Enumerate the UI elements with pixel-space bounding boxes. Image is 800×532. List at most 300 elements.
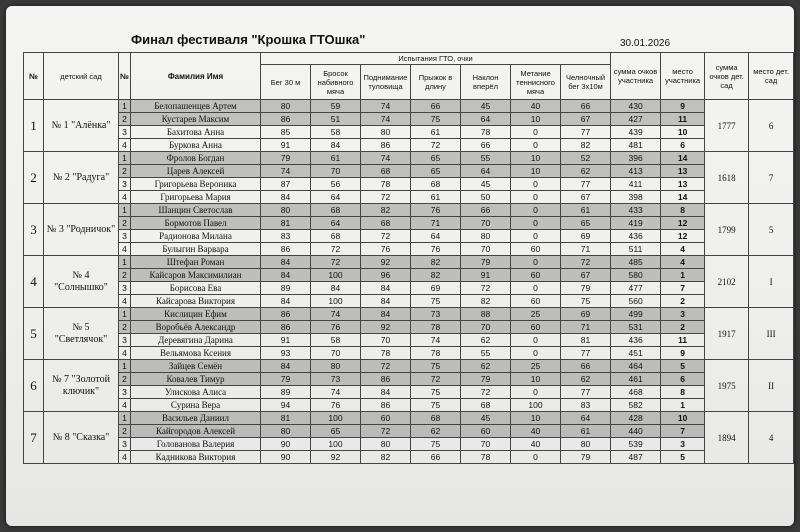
score-cell: 77 bbox=[561, 347, 611, 360]
participant-place: 13 bbox=[661, 178, 705, 191]
score-cell: 72 bbox=[361, 360, 411, 373]
header-test-3: Поднимание туловища bbox=[361, 65, 411, 100]
score-cell: 73 bbox=[311, 373, 361, 386]
score-cell: 82 bbox=[361, 204, 411, 217]
score-cell: 61 bbox=[311, 152, 361, 165]
score-cell: 100 bbox=[311, 269, 361, 282]
score-cell: 81 bbox=[561, 334, 611, 347]
table-row bbox=[24, 308, 794, 321]
score-cell: 64 bbox=[461, 113, 511, 126]
participant-number: 4 bbox=[119, 347, 131, 360]
score-cell: 62 bbox=[561, 165, 611, 178]
score-cell: 70 bbox=[461, 243, 511, 256]
score-cell: 88 bbox=[461, 308, 511, 321]
team-sum: 1799 bbox=[705, 204, 749, 256]
score-cell: 67 bbox=[561, 191, 611, 204]
group-number: 5 bbox=[24, 308, 44, 360]
participant-number: 1 bbox=[119, 308, 131, 321]
score-cell: 40 bbox=[511, 425, 561, 438]
score-cell: 84 bbox=[261, 256, 311, 269]
score-cell: 100 bbox=[311, 438, 361, 451]
kindergarten-name: № 5 "Светлячок" bbox=[44, 308, 119, 360]
participant-sum: 539 bbox=[611, 438, 661, 451]
participant-name: Штефан Роман bbox=[131, 256, 261, 269]
score-cell: 0 bbox=[511, 178, 561, 191]
score-cell: 84 bbox=[311, 282, 361, 295]
participant-name: Васильев Даниил bbox=[131, 412, 261, 425]
score-cell: 0 bbox=[511, 282, 561, 295]
score-cell: 72 bbox=[411, 139, 461, 152]
participant-name: Вельямова Ксения bbox=[131, 347, 261, 360]
participant-sum: 560 bbox=[611, 295, 661, 308]
participant-name: Кайсаров Максимилиан bbox=[131, 269, 261, 282]
score-cell: 66 bbox=[461, 139, 511, 152]
score-cell: 68 bbox=[311, 204, 361, 217]
participant-sum: 461 bbox=[611, 373, 661, 386]
score-cell: 45 bbox=[461, 100, 511, 113]
table-row bbox=[24, 256, 794, 269]
participant-place: 11 bbox=[661, 334, 705, 347]
table-row bbox=[24, 347, 794, 360]
score-cell: 90 bbox=[261, 451, 311, 464]
score-cell: 55 bbox=[461, 152, 511, 165]
score-cell: 86 bbox=[261, 113, 311, 126]
participant-number: 3 bbox=[119, 282, 131, 295]
table-row bbox=[24, 178, 794, 191]
kindergarten-name: № 2 "Радуга" bbox=[44, 152, 119, 204]
participant-name: Деревягина Дарина bbox=[131, 334, 261, 347]
group-number: 2 bbox=[24, 152, 44, 204]
score-cell: 86 bbox=[361, 373, 411, 386]
participant-sum: 411 bbox=[611, 178, 661, 191]
score-cell: 70 bbox=[461, 217, 511, 230]
participant-number: 2 bbox=[119, 321, 131, 334]
header-name: Фамилия Имя bbox=[131, 53, 261, 100]
group-number: 3 bbox=[24, 204, 44, 256]
participant-name: Буркова Анна bbox=[131, 139, 261, 152]
score-cell: 60 bbox=[361, 412, 411, 425]
score-cell: 76 bbox=[361, 243, 411, 256]
score-cell: 62 bbox=[461, 334, 511, 347]
participant-place: 4 bbox=[661, 256, 705, 269]
table-row bbox=[24, 386, 794, 399]
participant-sum: 439 bbox=[611, 126, 661, 139]
participant-number: 1 bbox=[119, 412, 131, 425]
score-cell: 79 bbox=[461, 256, 511, 269]
score-cell: 68 bbox=[411, 412, 461, 425]
score-cell: 92 bbox=[361, 321, 411, 334]
score-cell: 79 bbox=[561, 282, 611, 295]
participant-name: Шанцин Светослав bbox=[131, 204, 261, 217]
participant-sum: 440 bbox=[611, 425, 661, 438]
participant-place: 5 bbox=[661, 360, 705, 373]
table-row bbox=[24, 295, 794, 308]
score-cell: 0 bbox=[511, 204, 561, 217]
score-cell: 81 bbox=[261, 412, 311, 425]
score-cell: 75 bbox=[411, 438, 461, 451]
participant-name: Борисова Ева bbox=[131, 282, 261, 295]
score-cell: 79 bbox=[261, 373, 311, 386]
group-number: 6 bbox=[24, 360, 44, 412]
header-tests-title: Испытания ГТО, очки bbox=[261, 53, 611, 65]
participant-sum: 485 bbox=[611, 256, 661, 269]
page-title: Финал фестиваля "Крошка ГТОшка" bbox=[131, 32, 366, 47]
score-cell: 65 bbox=[411, 152, 461, 165]
score-cell: 75 bbox=[411, 113, 461, 126]
participant-place: 12 bbox=[661, 230, 705, 243]
team-place: II bbox=[749, 360, 794, 412]
group-number: 4 bbox=[24, 256, 44, 308]
participant-name: Зайцев Семён bbox=[131, 360, 261, 373]
score-cell: 64 bbox=[311, 191, 361, 204]
table-row bbox=[24, 139, 794, 152]
score-cell: 84 bbox=[361, 386, 411, 399]
participant-number: 4 bbox=[119, 451, 131, 464]
participant-name: Кайгородов Алексей bbox=[131, 425, 261, 438]
participant-number: 2 bbox=[119, 269, 131, 282]
participant-sum: 419 bbox=[611, 217, 661, 230]
score-cell: 65 bbox=[561, 217, 611, 230]
score-cell: 93 bbox=[261, 347, 311, 360]
header-test-1: Бег 30 м bbox=[261, 65, 311, 100]
score-cell: 80 bbox=[261, 204, 311, 217]
kindergarten-name: № 8 "Сказка" bbox=[44, 412, 119, 464]
participant-place: 13 bbox=[661, 165, 705, 178]
participant-place: 6 bbox=[661, 139, 705, 152]
participant-sum: 396 bbox=[611, 152, 661, 165]
participant-place: 14 bbox=[661, 152, 705, 165]
score-cell: 60 bbox=[461, 425, 511, 438]
team-sum: 2102 bbox=[705, 256, 749, 308]
score-cell: 73 bbox=[411, 308, 461, 321]
score-cell: 84 bbox=[261, 269, 311, 282]
score-cell: 0 bbox=[511, 230, 561, 243]
table-row bbox=[24, 204, 794, 217]
score-cell: 90 bbox=[261, 438, 311, 451]
score-cell: 78 bbox=[461, 451, 511, 464]
score-cell: 96 bbox=[361, 269, 411, 282]
team-place: 4 bbox=[749, 412, 794, 464]
score-cell: 59 bbox=[311, 100, 361, 113]
participant-name: Кислицин Ефим bbox=[131, 308, 261, 321]
score-cell: 66 bbox=[561, 100, 611, 113]
participant-number: 4 bbox=[119, 191, 131, 204]
score-cell: 40 bbox=[511, 100, 561, 113]
table-row bbox=[24, 360, 794, 373]
score-cell: 65 bbox=[411, 165, 461, 178]
participant-name: Улискова Алиса bbox=[131, 386, 261, 399]
participant-number: 4 bbox=[119, 139, 131, 152]
score-cell: 84 bbox=[261, 191, 311, 204]
score-cell: 72 bbox=[311, 243, 361, 256]
score-cell: 72 bbox=[361, 425, 411, 438]
score-cell: 68 bbox=[361, 165, 411, 178]
score-cell: 72 bbox=[361, 230, 411, 243]
score-cell: 69 bbox=[561, 308, 611, 321]
participant-number: 2 bbox=[119, 373, 131, 386]
table-row bbox=[24, 269, 794, 282]
participant-sum: 468 bbox=[611, 386, 661, 399]
score-cell: 92 bbox=[311, 451, 361, 464]
score-cell: 0 bbox=[511, 126, 561, 139]
score-cell: 78 bbox=[411, 321, 461, 334]
participant-place: 9 bbox=[661, 100, 705, 113]
results-table bbox=[23, 52, 794, 464]
participant-name: Григорьева Вероника bbox=[131, 178, 261, 191]
participant-number: 3 bbox=[119, 386, 131, 399]
participant-name: Кустарев Максим bbox=[131, 113, 261, 126]
score-cell: 69 bbox=[411, 282, 461, 295]
participant-sum: 531 bbox=[611, 321, 661, 334]
participant-sum: 499 bbox=[611, 308, 661, 321]
score-cell: 69 bbox=[561, 230, 611, 243]
header-team-sum: сумма очков дет. сад bbox=[705, 53, 749, 100]
score-cell: 74 bbox=[361, 100, 411, 113]
score-cell: 89 bbox=[261, 282, 311, 295]
score-cell: 78 bbox=[461, 126, 511, 139]
table-row bbox=[24, 373, 794, 386]
participant-name: Кадникова Виктория bbox=[131, 451, 261, 464]
participant-sum: 433 bbox=[611, 204, 661, 217]
kindergarten-name: № 1 "Алёнка" bbox=[44, 100, 119, 152]
score-cell: 66 bbox=[461, 204, 511, 217]
participant-number: 2 bbox=[119, 217, 131, 230]
score-cell: 100 bbox=[511, 399, 561, 412]
score-cell: 66 bbox=[561, 360, 611, 373]
participant-place: 1 bbox=[661, 269, 705, 282]
header-test-2: Бросок набивного мяча bbox=[311, 65, 361, 100]
score-cell: 82 bbox=[561, 139, 611, 152]
table-row bbox=[24, 438, 794, 451]
team-place: III bbox=[749, 308, 794, 360]
score-cell: 62 bbox=[561, 373, 611, 386]
score-cell: 60 bbox=[511, 321, 561, 334]
score-cell: 86 bbox=[361, 399, 411, 412]
score-cell: 86 bbox=[261, 243, 311, 256]
score-cell: 62 bbox=[461, 360, 511, 373]
participant-sum: 427 bbox=[611, 113, 661, 126]
score-cell: 74 bbox=[361, 152, 411, 165]
participant-sum: 436 bbox=[611, 334, 661, 347]
score-cell: 58 bbox=[311, 126, 361, 139]
score-cell: 60 bbox=[511, 269, 561, 282]
participant-sum: 477 bbox=[611, 282, 661, 295]
participant-place: 9 bbox=[661, 347, 705, 360]
participant-number: 2 bbox=[119, 425, 131, 438]
score-cell: 75 bbox=[411, 360, 461, 373]
participant-number: 2 bbox=[119, 113, 131, 126]
participant-place: 14 bbox=[661, 191, 705, 204]
kindergarten-name: № 4 "Солнышко" bbox=[44, 256, 119, 308]
table-row bbox=[24, 243, 794, 256]
participant-place: 6 bbox=[661, 373, 705, 386]
participant-sum: 481 bbox=[611, 139, 661, 152]
score-cell: 71 bbox=[561, 321, 611, 334]
score-cell: 92 bbox=[361, 256, 411, 269]
score-cell: 74 bbox=[411, 334, 461, 347]
score-cell: 78 bbox=[361, 178, 411, 191]
score-cell: 84 bbox=[361, 282, 411, 295]
header-inner-no: № bbox=[119, 53, 131, 100]
score-cell: 84 bbox=[361, 308, 411, 321]
score-cell: 79 bbox=[261, 152, 311, 165]
score-cell: 70 bbox=[311, 347, 361, 360]
score-cell: 80 bbox=[361, 126, 411, 139]
score-cell: 0 bbox=[511, 347, 561, 360]
score-cell: 80 bbox=[261, 100, 311, 113]
score-cell: 86 bbox=[361, 139, 411, 152]
table-row bbox=[24, 191, 794, 204]
participant-number: 3 bbox=[119, 178, 131, 191]
score-cell: 84 bbox=[261, 295, 311, 308]
score-cell: 74 bbox=[311, 308, 361, 321]
score-cell: 64 bbox=[461, 165, 511, 178]
score-cell: 71 bbox=[411, 217, 461, 230]
participant-number: 4 bbox=[119, 295, 131, 308]
score-cell: 10 bbox=[511, 165, 561, 178]
score-cell: 100 bbox=[311, 295, 361, 308]
table-row bbox=[24, 282, 794, 295]
participant-sum: 511 bbox=[611, 243, 661, 256]
participant-place: 3 bbox=[661, 438, 705, 451]
score-cell: 55 bbox=[461, 347, 511, 360]
score-cell: 79 bbox=[561, 451, 611, 464]
header-team-place: место дет. сад bbox=[749, 53, 794, 100]
participant-name: Сурина Вера bbox=[131, 399, 261, 412]
participant-name: Григорьева Мария bbox=[131, 191, 261, 204]
score-cell: 80 bbox=[561, 438, 611, 451]
participant-sum: 487 bbox=[611, 451, 661, 464]
group-number: 7 bbox=[24, 412, 44, 464]
participant-place: 8 bbox=[661, 386, 705, 399]
score-cell: 80 bbox=[311, 360, 361, 373]
score-cell: 0 bbox=[511, 256, 561, 269]
score-cell: 60 bbox=[511, 243, 561, 256]
participant-number: 3 bbox=[119, 230, 131, 243]
table-row bbox=[24, 334, 794, 347]
score-cell: 70 bbox=[461, 438, 511, 451]
score-cell: 80 bbox=[361, 438, 411, 451]
participant-sum: 398 bbox=[611, 191, 661, 204]
score-cell: 86 bbox=[261, 308, 311, 321]
header-test-7: Челночный бег 3х10м bbox=[561, 65, 611, 100]
score-cell: 72 bbox=[411, 373, 461, 386]
group-number: 1 bbox=[24, 100, 44, 152]
participant-number: 1 bbox=[119, 100, 131, 113]
score-cell: 64 bbox=[561, 412, 611, 425]
score-cell: 0 bbox=[511, 217, 561, 230]
table-row bbox=[24, 230, 794, 243]
score-cell: 60 bbox=[511, 295, 561, 308]
participant-number: 3 bbox=[119, 126, 131, 139]
participant-place: 3 bbox=[661, 308, 705, 321]
participant-number: 1 bbox=[119, 360, 131, 373]
score-cell: 100 bbox=[311, 412, 361, 425]
score-cell: 82 bbox=[411, 269, 461, 282]
score-cell: 25 bbox=[511, 360, 561, 373]
score-cell: 86 bbox=[261, 321, 311, 334]
score-cell: 66 bbox=[411, 451, 461, 464]
score-cell: 68 bbox=[311, 230, 361, 243]
score-cell: 45 bbox=[461, 412, 511, 425]
score-cell: 76 bbox=[311, 399, 361, 412]
participant-place: 11 bbox=[661, 113, 705, 126]
participant-sum: 451 bbox=[611, 347, 661, 360]
score-cell: 10 bbox=[511, 373, 561, 386]
team-place: 5 bbox=[749, 204, 794, 256]
table-row bbox=[24, 412, 794, 425]
score-cell: 74 bbox=[361, 113, 411, 126]
score-cell: 70 bbox=[311, 165, 361, 178]
team-sum: 1975 bbox=[705, 360, 749, 412]
score-cell: 56 bbox=[311, 178, 361, 191]
score-cell: 74 bbox=[311, 386, 361, 399]
participant-number: 4 bbox=[119, 243, 131, 256]
score-cell: 76 bbox=[411, 243, 461, 256]
team-place: 7 bbox=[749, 152, 794, 204]
score-cell: 76 bbox=[311, 321, 361, 334]
team-place: I bbox=[749, 256, 794, 308]
score-cell: 10 bbox=[511, 113, 561, 126]
participant-place: 1 bbox=[661, 399, 705, 412]
participant-sum: 582 bbox=[611, 399, 661, 412]
header-test-4: Прыжок в длину bbox=[411, 65, 461, 100]
score-cell: 72 bbox=[461, 282, 511, 295]
score-cell: 67 bbox=[561, 113, 611, 126]
score-cell: 74 bbox=[261, 165, 311, 178]
score-cell: 82 bbox=[461, 295, 511, 308]
score-cell: 68 bbox=[461, 399, 511, 412]
header-kindergarten: детский сад bbox=[44, 53, 119, 100]
participant-number: 1 bbox=[119, 152, 131, 165]
team-place: 6 bbox=[749, 100, 794, 152]
score-cell: 68 bbox=[411, 178, 461, 191]
score-cell: 72 bbox=[461, 386, 511, 399]
score-cell: 40 bbox=[511, 438, 561, 451]
table-row bbox=[24, 217, 794, 230]
score-cell: 84 bbox=[261, 360, 311, 373]
participant-sum: 436 bbox=[611, 230, 661, 243]
participant-place: 2 bbox=[661, 295, 705, 308]
header-test-5: Наклон вперёл bbox=[461, 65, 511, 100]
score-cell: 84 bbox=[311, 139, 361, 152]
table-row bbox=[24, 451, 794, 464]
participant-name: Булыгин Варвара bbox=[131, 243, 261, 256]
score-cell: 66 bbox=[411, 100, 461, 113]
score-cell: 83 bbox=[561, 399, 611, 412]
document-date: 30.01.2026 bbox=[620, 38, 671, 49]
score-cell: 61 bbox=[561, 425, 611, 438]
score-cell: 77 bbox=[561, 126, 611, 139]
participant-sum: 580 bbox=[611, 269, 661, 282]
table-row bbox=[24, 152, 794, 165]
header-test-6: Метание теннисного мяча bbox=[511, 65, 561, 100]
participant-number: 3 bbox=[119, 334, 131, 347]
participant-place: 5 bbox=[661, 451, 705, 464]
participant-place: 7 bbox=[661, 425, 705, 438]
participant-number: 3 bbox=[119, 438, 131, 451]
participant-name: Бахитова Анна bbox=[131, 126, 261, 139]
kindergarten-name: № 7 "Золотой ключик" bbox=[44, 360, 119, 412]
score-cell: 82 bbox=[411, 256, 461, 269]
score-cell: 25 bbox=[511, 308, 561, 321]
score-cell: 80 bbox=[261, 425, 311, 438]
score-cell: 76 bbox=[411, 204, 461, 217]
participant-name: Белопашенцев Артем bbox=[131, 100, 261, 113]
score-cell: 62 bbox=[411, 425, 461, 438]
table-row bbox=[24, 100, 794, 113]
results-sheet bbox=[6, 6, 794, 526]
